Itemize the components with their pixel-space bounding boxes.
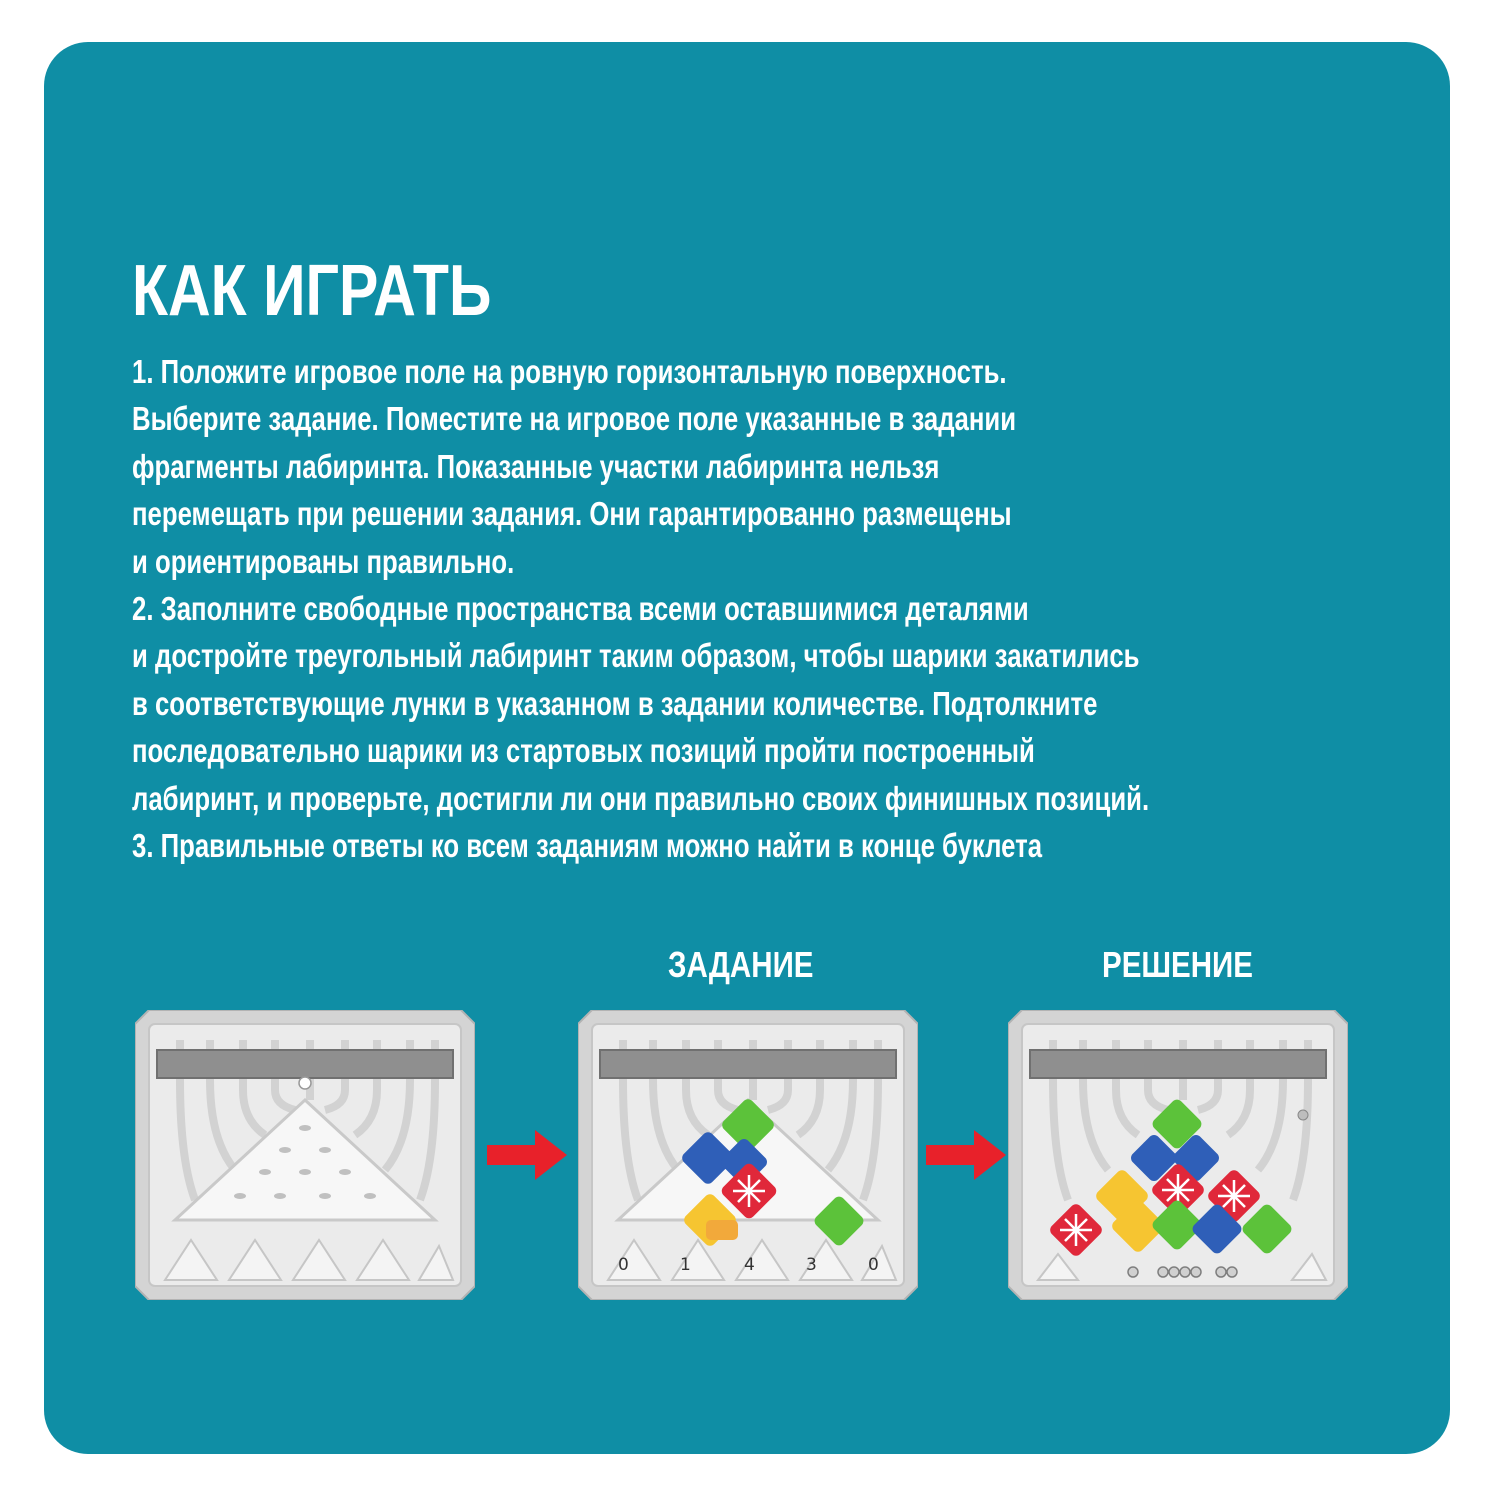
task-board-illustration xyxy=(578,1010,918,1300)
start-rail xyxy=(600,1050,896,1078)
instruction-line: 1. Положите игровое поле на ровную горизонтальную поверхность. xyxy=(132,353,1007,390)
instruction-line: 3. Правильные ответы ко всем заданиям можно найти в конце буклета xyxy=(132,827,1043,865)
hole-count: 1 xyxy=(680,1255,691,1275)
yellow-piece xyxy=(706,1220,738,1240)
instruction-line: Выберите задание. Поместите на игровое поле указанные в задании xyxy=(132,400,1017,438)
hole-count: 0 xyxy=(618,1255,629,1275)
instruction-line: в соответствующие лунки в указанном в задании количестве. Подтолкните xyxy=(132,684,1098,722)
instruction-line: и ориентированы правильно. xyxy=(132,542,515,580)
empty-board-svg xyxy=(135,1010,475,1300)
instruction-line: и достройте треугольный лабиринт таким образом, чтобы шарики закатились xyxy=(132,637,1140,675)
instruction-line: 2. Заполните свободные пространства всеми оставшимися деталями xyxy=(132,590,1029,628)
hole-count: 0 xyxy=(868,1255,879,1275)
hole-count: 3 xyxy=(806,1255,817,1275)
instruction-line: последовательно шарики из стартовых позиций пройти построенный xyxy=(132,732,1035,770)
instruction-line: лабиринт, и проверьте, достигли ли они правильно своих финишных позиций. xyxy=(132,779,1150,817)
right-arrow-icon xyxy=(926,1130,1006,1180)
instruction-line: фрагменты лабиринта. Показанные участки лабиринта нельзя xyxy=(132,447,940,485)
task-caption: ЗАДАНИЕ xyxy=(668,944,814,985)
solution-caption: РЕШЕНИЕ xyxy=(1102,944,1253,985)
start-rail xyxy=(157,1050,453,1078)
instructions-text xyxy=(132,348,1302,869)
right-arrow-icon xyxy=(487,1130,567,1180)
instruction-line: перемещать при решении задания. Они гарантированно размещены xyxy=(132,495,1012,533)
start-rail xyxy=(1030,1050,1326,1078)
solution-board-svg xyxy=(1008,1010,1348,1300)
task-board-svg xyxy=(578,1010,918,1300)
hole-count: 4 xyxy=(744,1255,755,1275)
empty-board-illustration xyxy=(135,1010,475,1300)
ball xyxy=(1298,1110,1308,1120)
page-title: КАК ИГРАТЬ xyxy=(132,251,492,331)
solution-board-illustration xyxy=(1008,1010,1348,1300)
start-hole xyxy=(299,1077,311,1089)
